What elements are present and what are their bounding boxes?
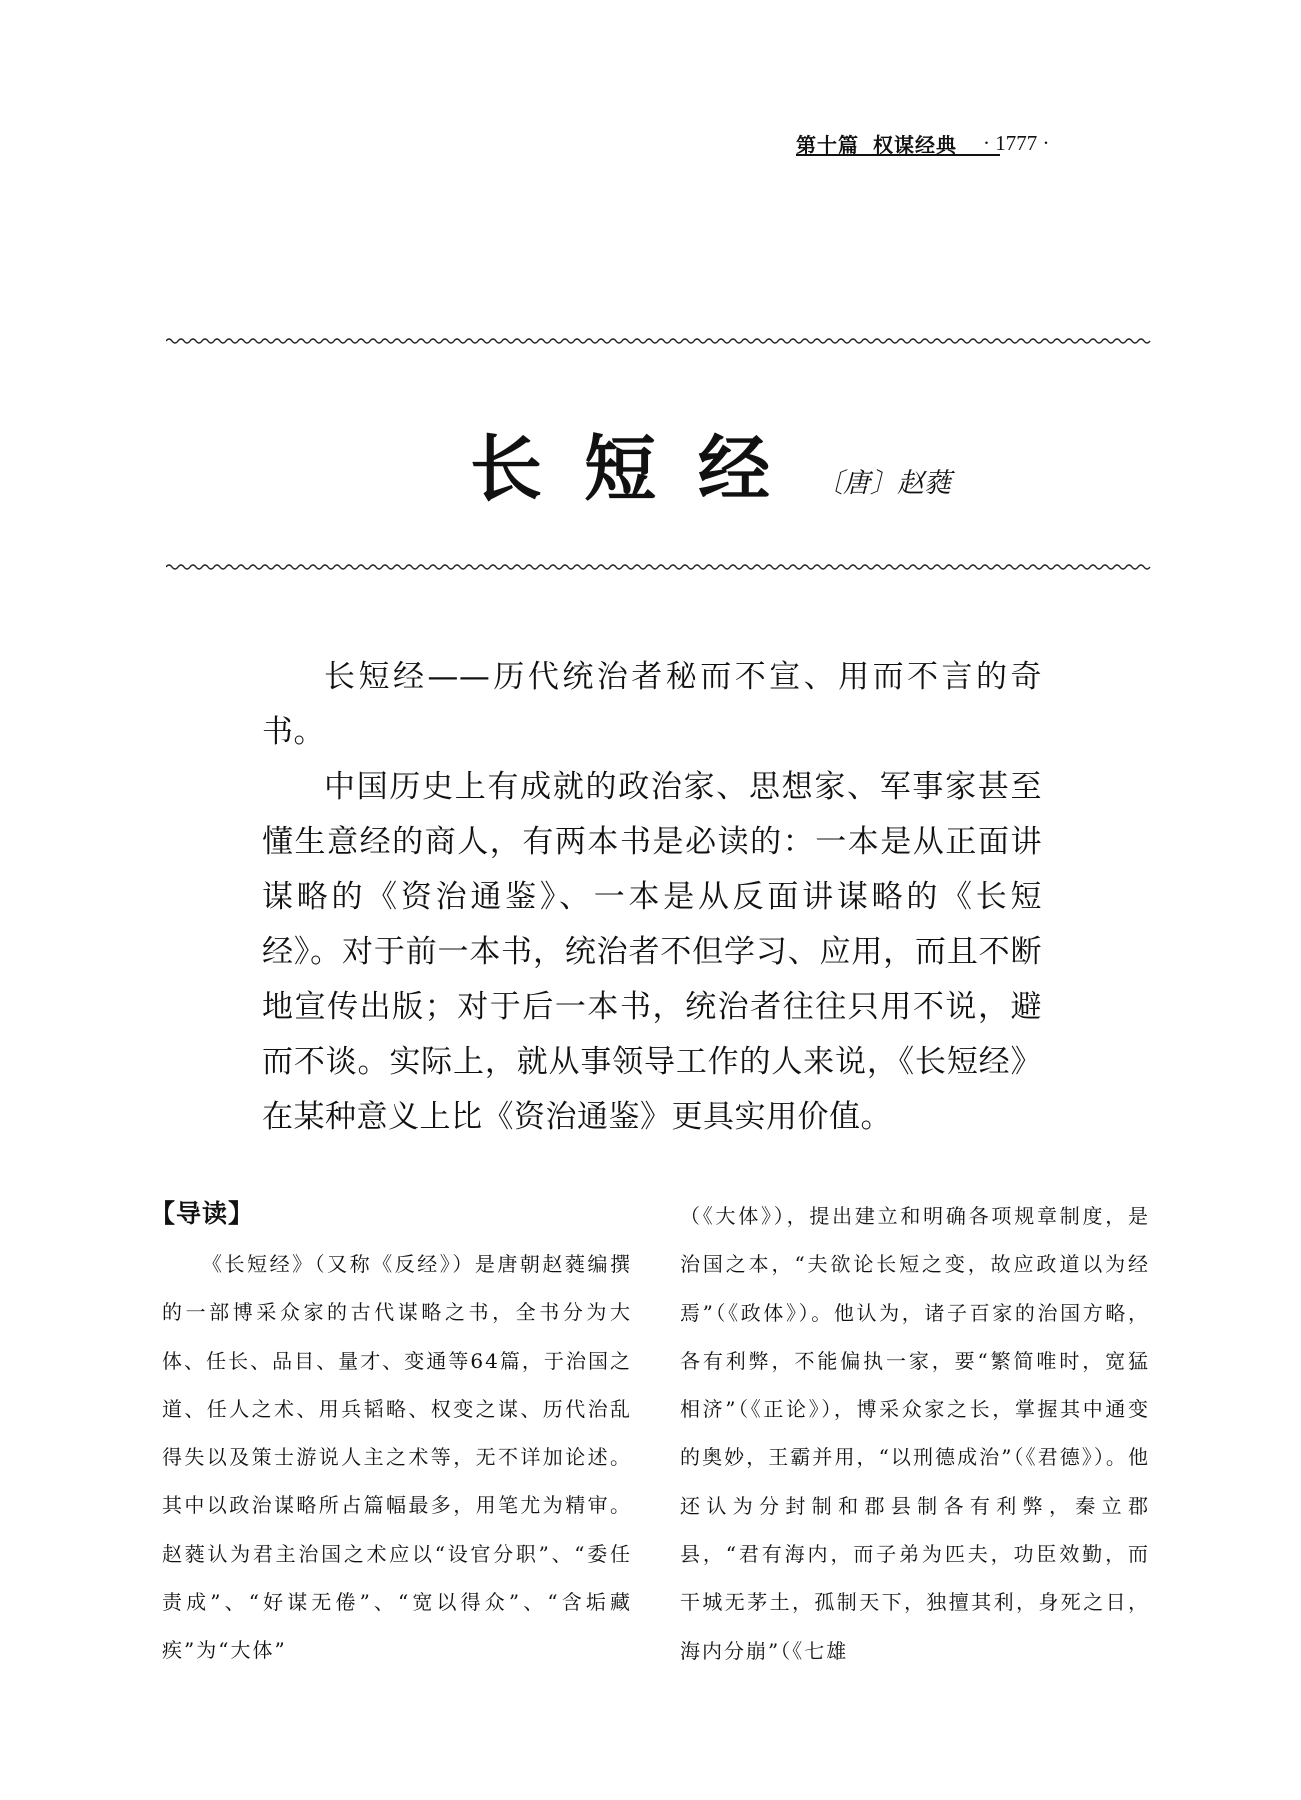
part-label: 第十篇 — [796, 132, 859, 157]
ornamental-rule-bottom — [166, 562, 1151, 572]
ornamental-rule-top — [166, 336, 1151, 346]
body-column-left — [162, 1192, 632, 1675]
intro-paragraph: 中国历史上有成就的政治家、思想家、军事家甚至懂生意经的商人，有两本书是必读的：一本是从正面讲谋略的《资治通鉴》、一本是从反面讲谋略的《长短经》。对于前一本书，统治者不但学习、应用，而且不断地宣传出版；对于后一本书，统治者往往只用不说，避而不谈。实际上，就从事领导工作的人来说，《长短经》在某种意义上比《资治通鉴》更具实用价值。 — [262, 769, 1042, 1135]
body-paragraph: 《长短经》（又称《反经》）是唐朝赵蕤编撰的一部博采众家的古代谋略之书，全书分为大体、任长、品目、量才、变通等64篇，于治国之道、任人之术、用兵韬略、权变之谋、历代治乱得失以及策士游说人主之术等，无不详加论述。其中以政治谋略所占篇幅最多，用笔尤为精审。赵蕤认为君主治国之术应以“设官分职”、“委任责成”、“好谋无倦”、“宽以得众”、“含垢藏疾”为“大体” — [162, 1252, 632, 1663]
intro-paragraph: 长短经——历代统治者秘而不宣、用而不言的奇书。 — [262, 659, 1042, 750]
page-number: · 1777 · — [983, 130, 1050, 155]
intro-text — [262, 650, 1042, 1145]
header-underline — [796, 154, 1000, 156]
section-label: 权谋经典 — [873, 132, 957, 157]
main-title: 长短经 — [470, 426, 813, 511]
author-byline: 〔唐〕赵蕤 — [816, 468, 952, 499]
body-paragraph: （《大体》），提出建立和明确各项规章制度，是治国之本，“夫欲论长短之变，故应政道以为经焉”（《政体》）。他认为，诸子百家的治国方略，各有利弊，不能偏执一家，要“繁简唯时，宽猛相济”（《正论》），博采众家之长，掌握其中通变的奥妙，王霸并用，“以刑德成治”（《君德》）。他还认为分封制和郡县制各有利弊，秦立郡县，“君有海内，而子弟为匹夫，功臣效勤，而干城无茅土，孤制天下，独擅其利，身死之日，海内分崩”（《七雄 — [680, 1204, 1150, 1663]
title-block — [470, 418, 1090, 514]
section-heading: 【导读】 — [150, 1199, 255, 1228]
body-column-right — [680, 1192, 1150, 1675]
